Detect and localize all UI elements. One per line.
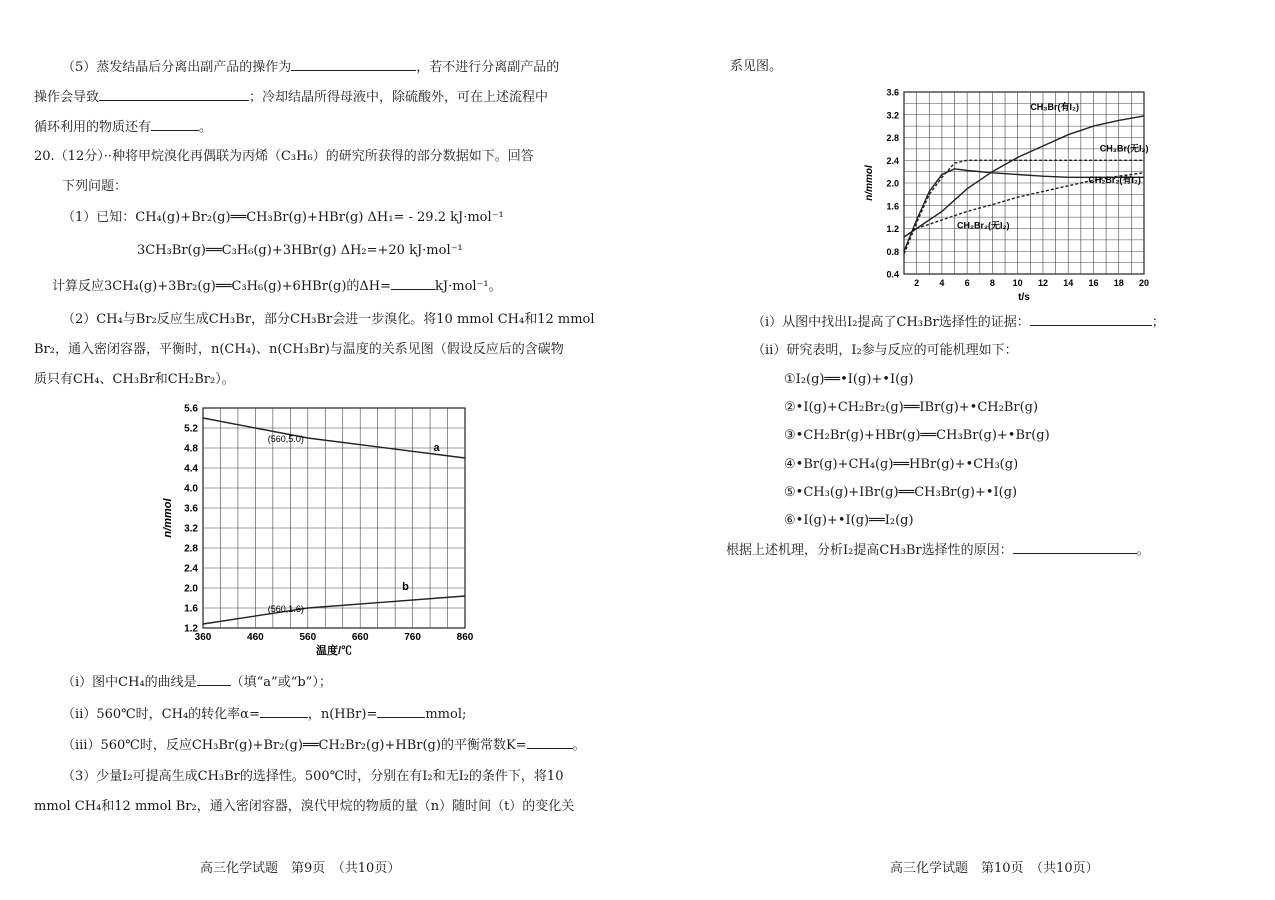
answer-blank[interactable]: [260, 705, 308, 718]
mechanism-step: ②•I(g)+CH₂Br₂(g)══IBr(g)+•CH₂Br(g): [784, 400, 1039, 415]
y-tick-label: 4.0: [184, 483, 198, 495]
answer-blank[interactable]: [291, 58, 416, 71]
q20-title: 20.（12分）··种将甲烷溴化再偶联为丙烯（C₃H₆）的研究所获得的部分数据如下。回答: [34, 149, 534, 164]
legend-label: CH₃Br(有I₂): [1030, 102, 1079, 113]
mechanism-step: ⑤•CH₃(g)+IBr(g)══CH₃Br(g)+•I(g): [784, 485, 1018, 500]
x-tick-label: 14: [1063, 278, 1074, 288]
y-tick-label: 3.2: [184, 523, 198, 535]
y-tick-label: 1.6: [184, 603, 198, 615]
page-footer: 高三化学试题 第10页 （共10页）: [890, 861, 1099, 876]
y-tick-label: 1.2: [886, 224, 899, 234]
q2-line3: 质只有CH₄、CH₃Br和CH₂Br₂）。: [34, 372, 235, 387]
answer-blank[interactable]: [197, 673, 231, 686]
answer-blank[interactable]: [527, 736, 573, 749]
q2-ii: （ⅱ）560℃时，CH₄的转化率α= ，n(HBr)= mmol;: [62, 707, 467, 722]
q3-line1: （3）少量I₂可提高生成CH₃Br的选择性。500℃时，分别在有I₂和无I₂的条件下，将10: [62, 769, 564, 784]
mechanism-step: ④•Br(g)+CH₄(g)══HBr(g)+•CH₃(g): [784, 457, 1019, 472]
x-tick-label: 860: [456, 632, 474, 643]
continue-text: 系见图。: [730, 59, 783, 74]
series-label: b: [402, 581, 409, 593]
y-tick-label: 4.4: [184, 463, 198, 475]
x-tick-label: 2: [914, 278, 920, 288]
time-chart: [860, 84, 1160, 306]
y-tick-label: 5.2: [184, 423, 198, 435]
point-annotation: (560,5.0): [267, 434, 304, 444]
mechanism-step: ③•CH₂Br(g)+HBr(g)══CH₃Br(g)+•Br(g): [784, 428, 1050, 443]
x-tick-label: 560: [299, 632, 317, 643]
series-label: a: [433, 442, 440, 454]
y-tick-label: 1.2: [184, 623, 198, 635]
y-tick-label: 2.8: [184, 543, 198, 555]
y-tick-label: 3.6: [886, 87, 899, 98]
y-tick-label: 3.2: [886, 110, 899, 121]
q1-known: （1）已知：CH₄(g)+Br₂(g)══CH₃Br(g)+HBr(g) ΔH₁= - 29.2 kJ·mol⁻¹: [62, 210, 504, 225]
q2-line1: （2）CH₄与Br₂反应生成CH₃Br，部分CH₃Br会进一步溴化。将10 mmol CH₄和12 mmol: [62, 312, 595, 327]
page-footer: 高三化学试题 第9页 （共10页）: [200, 861, 401, 876]
q5-line2: 操作会导致 ；冷却结晶所得母液中，除硫酸外，可在上述流程中: [34, 90, 549, 105]
y-tick-label: 1.6: [886, 201, 899, 212]
y-tick-label: 2.0: [184, 583, 198, 595]
mechanism-step: ⑥•I(g)+•I(g)══I₂(g): [784, 513, 914, 528]
x-tick-label: 16: [1088, 278, 1099, 288]
x-tick-label: 12: [1037, 278, 1048, 288]
equilibrium-chart: [155, 398, 485, 663]
answer-blank[interactable]: [99, 88, 249, 101]
point-annotation: (560,1.6): [267, 604, 304, 614]
right-page: [640, 0, 1275, 900]
x-tick-label: 18: [1113, 278, 1124, 288]
q2-i: （ⅰ）图中CH₄的曲线是 （填“a”或“b”）；: [62, 675, 332, 690]
x-tick-label: 20: [1138, 278, 1150, 288]
legend-label: CH₂Br₂(有I₂): [1088, 175, 1141, 185]
q5-line3: 循环利用的物质还有 。: [34, 120, 213, 135]
y-tick-label: 3.6: [184, 503, 198, 515]
answer-blank[interactable]: [377, 705, 425, 718]
answer-blank[interactable]: [391, 277, 435, 290]
x-axis-label: 温度/℃: [315, 645, 353, 657]
q2-iii: （ⅲ）560℃时，反应CH₃Br(g)+Br₂(g)══CH₂Br₂(g)+HBr(g)的平衡常数K= 。: [62, 738, 586, 753]
answer-blank[interactable]: [151, 118, 199, 131]
x-tick-label: 10: [1012, 278, 1023, 288]
x-tick-label: 4: [939, 278, 945, 288]
analysis: 根据上述机理，分析I₂提高CH₃Br选择性的原因： 。: [726, 543, 1150, 558]
y-tick-label: 5.6: [184, 403, 198, 415]
y-tick-label: 2.4: [886, 155, 899, 166]
x-axis-label: t/s: [1018, 292, 1030, 303]
y-tick-label: 2.0: [886, 178, 899, 189]
q20-title2: 下列问题：: [62, 179, 128, 194]
q5-line1: （5）蒸发结晶后分离出副产品的操作为 ，若不进行分离副产品的: [62, 60, 560, 75]
legend-label: CH₃Br(无I₂): [1099, 143, 1149, 154]
q3-i: （ⅰ）从图中找出I₂提高了CH₃Br选择性的证据： ；: [752, 315, 1165, 330]
answer-blank[interactable]: [1030, 313, 1152, 326]
q3-ii: （ⅱ）研究表明，I₂参与反应的可能机理如下：: [752, 343, 1018, 358]
y-tick-label: 0.4: [886, 269, 899, 280]
y-axis-label: n/mmol: [162, 498, 174, 538]
y-tick-label: 2.4: [184, 563, 198, 575]
q3-line2: mmol CH₄和12 mmol Br₂，通入密闭容器，溴代甲烷的物质的量（n）随时间（t）的变化关: [34, 799, 575, 814]
y-tick-label: 4.8: [184, 443, 198, 455]
y-axis-label: n/mmol: [864, 165, 875, 201]
x-tick-label: 8: [989, 278, 995, 288]
x-tick-label: 6: [964, 278, 970, 288]
x-tick-label: 660: [351, 632, 369, 643]
q1-calc: 计算反应3CH₄(g)+3Br₂(g)══C₃H₆(g)+6HBr(g)的ΔH= kJ·mol⁻¹。: [52, 279, 502, 294]
y-tick-label: 0.8: [886, 246, 899, 257]
q2-line2: Br₂，通入密闭容器，平衡时，n(CH₄)、n(CH₃Br)与温度的关系见图（假设反应后的含碳物: [34, 342, 564, 357]
x-tick-label: 460: [247, 632, 264, 643]
answer-blank[interactable]: [1013, 541, 1137, 554]
legend-label: CH₂Br₂(无I₂): [957, 220, 1010, 231]
q1-eq2: 3CH₃Br(g)══C₃H₆(g)+3HBr(g) ΔH₂=+20 kJ·mol⁻¹: [137, 243, 463, 258]
x-tick-label: 360: [194, 632, 212, 643]
mechanism-step: ①I₂(g)══•I(g)+•I(g): [784, 372, 914, 387]
y-tick-label: 2.8: [886, 133, 899, 143]
x-tick-label: 760: [404, 632, 421, 643]
